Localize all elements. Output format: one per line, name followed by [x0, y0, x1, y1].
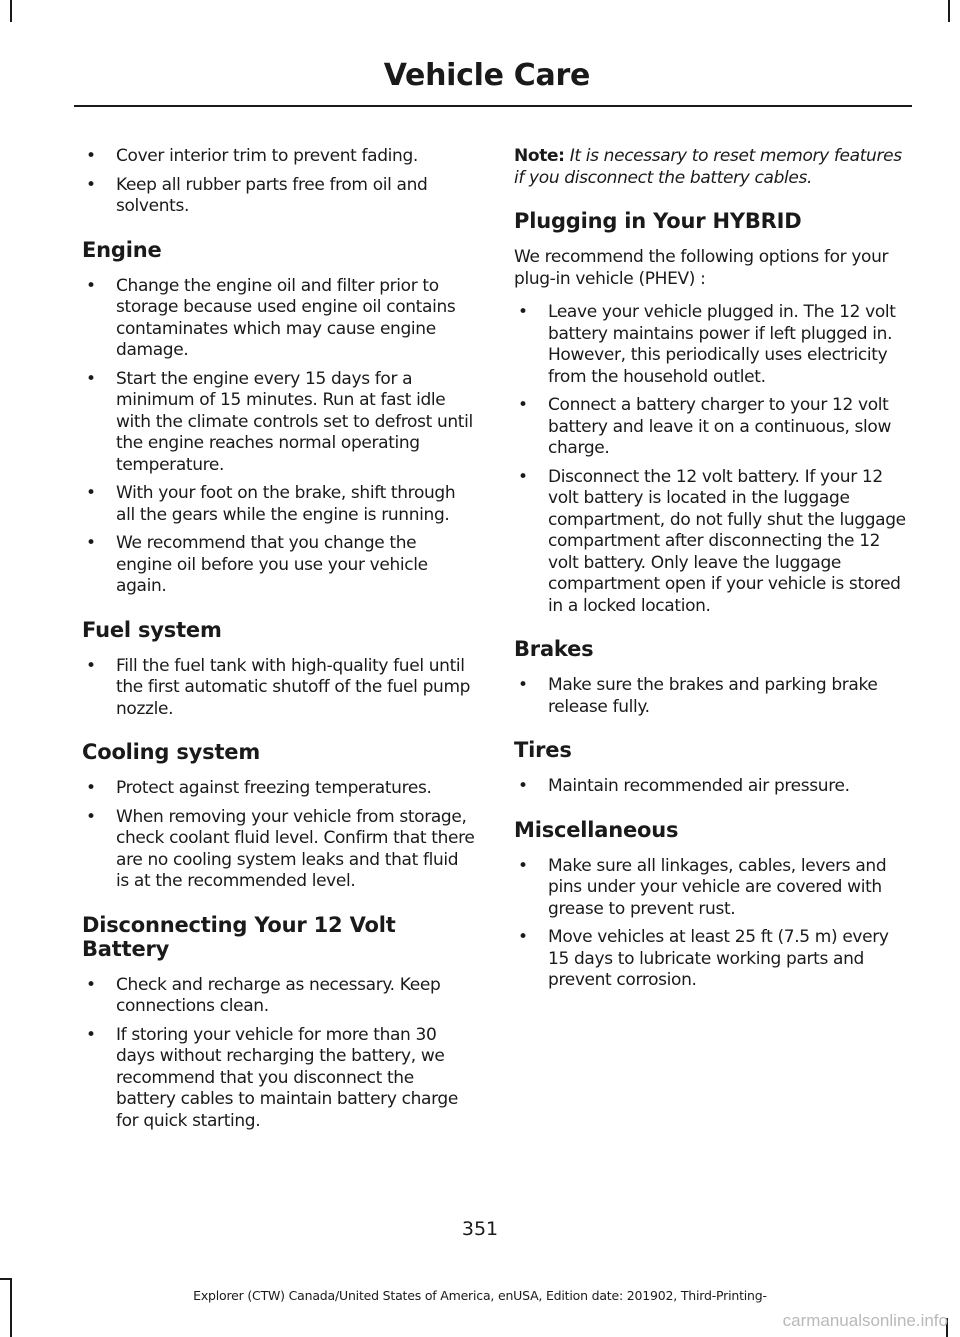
list-item-text: Make sure the brakes and parking brake release fully. [548, 675, 878, 717]
list-item [82, 807, 476, 893]
section-heading-miscellaneous: Miscellaneous [514, 817, 679, 842]
footer-edition-text: Explorer (CTW) Canada/United States of America, enUSA, Edition date: 201902, Third-Printing- [193, 1288, 767, 1303]
list-item [82, 1025, 476, 1133]
bullet-icon: • [518, 855, 528, 876]
list-item-text: Make sure all linkages, cables, levers and pins under your vehicle are covered with grease to prevent rust. [548, 855, 887, 919]
list-item-text: When removing your vehicle from storage, check coolant fluid level. Confirm that there are no cooling system leaks and that fluid is at the recommended level. [116, 806, 475, 891]
bullet-icon: • [518, 395, 528, 415]
section-heading-tires: Tires [514, 738, 572, 762]
list-item-text: If storing your vehicle for more than 30 days without recharging the battery, we recommend that you disconnect the battery cables to maintain battery charge for quick starting. [116, 1024, 458, 1131]
list-item-text: Keep all rubber parts free from oil and solvents. [116, 174, 428, 216]
list-item-text: Cover interior trim to prevent fading. [116, 146, 418, 166]
list-item [514, 856, 912, 921]
note-text: It is necessary to reset memory features if you disconnect the battery cables. [514, 146, 902, 188]
cooling-system-bullet-list [82, 778, 476, 893]
list-item [82, 369, 476, 477]
bullet-icon: • [86, 368, 96, 389]
list-item [514, 302, 912, 388]
list-item [514, 927, 912, 992]
list-item [82, 975, 476, 1018]
bullet-icon: • [86, 275, 96, 296]
list-item [82, 175, 476, 218]
bullet-icon: • [518, 927, 528, 947]
page-number: 351 [461, 1218, 499, 1240]
list-item-text: We recommend that you change the engine oil before you use your vehicle again. [116, 533, 428, 596]
left-column [82, 146, 476, 1139]
tires-bullet-list [514, 776, 912, 798]
list-item [82, 146, 476, 168]
bullet-icon: • [86, 483, 96, 503]
plugging-bullet-list [514, 302, 912, 617]
list-item [514, 675, 912, 718]
list-item-text: Maintain recommended air pressure. [548, 776, 850, 796]
fuel-system-bullet-list [82, 656, 476, 721]
list-item [82, 533, 476, 598]
list-item-text: Leave your vehicle plugged in. The 12 volt battery maintains power if left plugged in. However, this periodically uses electricity from the household outlet. [548, 302, 896, 387]
section-heading-fuel-system: Fuel system [82, 617, 222, 642]
bullet-icon: • [86, 778, 96, 798]
bullet-icon: • [518, 675, 528, 695]
list-item-text: Start the engine every 15 days for a minimum of 15 minutes. Run at fast idle with the climate controls set to defrost until the engine reaches normal operating temperature. [116, 368, 473, 475]
crop-mark-bottom-left [10, 1278, 12, 1337]
header-divider [74, 105, 912, 107]
list-item-text: Check and recharge as necessary. Keep connections clean. [116, 974, 441, 1016]
list-item-text: With your foot on the brake, shift through all the gears while the engine is running. [116, 483, 456, 525]
list-item-text: Fill the fuel tank with high-quality fuel until the first automatic shutoff of the fuel pump nozzle. [116, 655, 471, 719]
note-paragraph [514, 146, 912, 189]
list-item [514, 467, 912, 618]
list-item [82, 656, 476, 721]
list-item [82, 483, 476, 526]
intro-bullet-list [82, 146, 476, 218]
bullet-icon: • [518, 302, 528, 322]
bullet-icon: • [86, 655, 96, 676]
engine-bullet-list [82, 276, 476, 598]
section-heading-battery: Disconnecting Your 12 Volt Battery [82, 912, 396, 961]
list-item [82, 276, 476, 362]
section-heading-engine: Engine [82, 237, 162, 262]
bullet-icon: • [86, 1024, 96, 1045]
crop-mark-top-left [10, 0, 12, 22]
list-item-text: Disconnect the 12 volt battery. If your 12 volt battery is located in the luggage compartment, do not fully shut the luggage compartment after disconnecting the 12 volt battery. Only leave the luggage compartment open if your vehicle is stored in a locked location. [548, 466, 906, 616]
miscellaneous-bullet-list [514, 856, 912, 992]
list-item [514, 395, 912, 460]
list-item-text: Change the engine oil and filter prior to storage because used engine oil contains contaminates which may cause engine damage. [116, 275, 456, 360]
bullet-icon: • [86, 974, 96, 995]
plugging-intro: We recommend the following options for your plug-in vehicle (PHEV) : [514, 247, 889, 289]
list-item-text: Move vehicles at least 25 ft (7.5 m) every 15 days to lubricate working parts and prevent corrosion. [548, 927, 889, 990]
bullet-icon: • [518, 466, 528, 487]
section-heading-cooling-system: Cooling system [82, 740, 261, 764]
bullet-icon: • [86, 533, 96, 553]
right-column [514, 146, 912, 999]
list-item-text: Connect a battery charger to your 12 volt battery and leave it on a continuous, slow charge. [548, 395, 892, 458]
list-item [82, 778, 476, 800]
watermark[interactable]: carmanualsonline.info [782, 1311, 948, 1330]
note-label: Note: [514, 146, 565, 166]
bullet-icon: • [518, 776, 528, 796]
bullet-icon: • [86, 806, 96, 827]
page-title: Vehicle Care [383, 58, 590, 93]
crop-mark-bottom-left-h [0, 1278, 12, 1280]
bullet-icon: • [86, 174, 96, 195]
section-heading-plugging: Plugging in Your HYBRID [514, 209, 802, 233]
crop-mark-top-right [948, 0, 950, 22]
brakes-bullet-list [514, 675, 912, 718]
battery-bullet-list [82, 975, 476, 1133]
section-heading-brakes: Brakes [514, 637, 594, 661]
bullet-icon: • [86, 146, 96, 166]
list-item [514, 776, 912, 798]
list-item-text: Protect against freezing temperatures. [116, 778, 432, 798]
